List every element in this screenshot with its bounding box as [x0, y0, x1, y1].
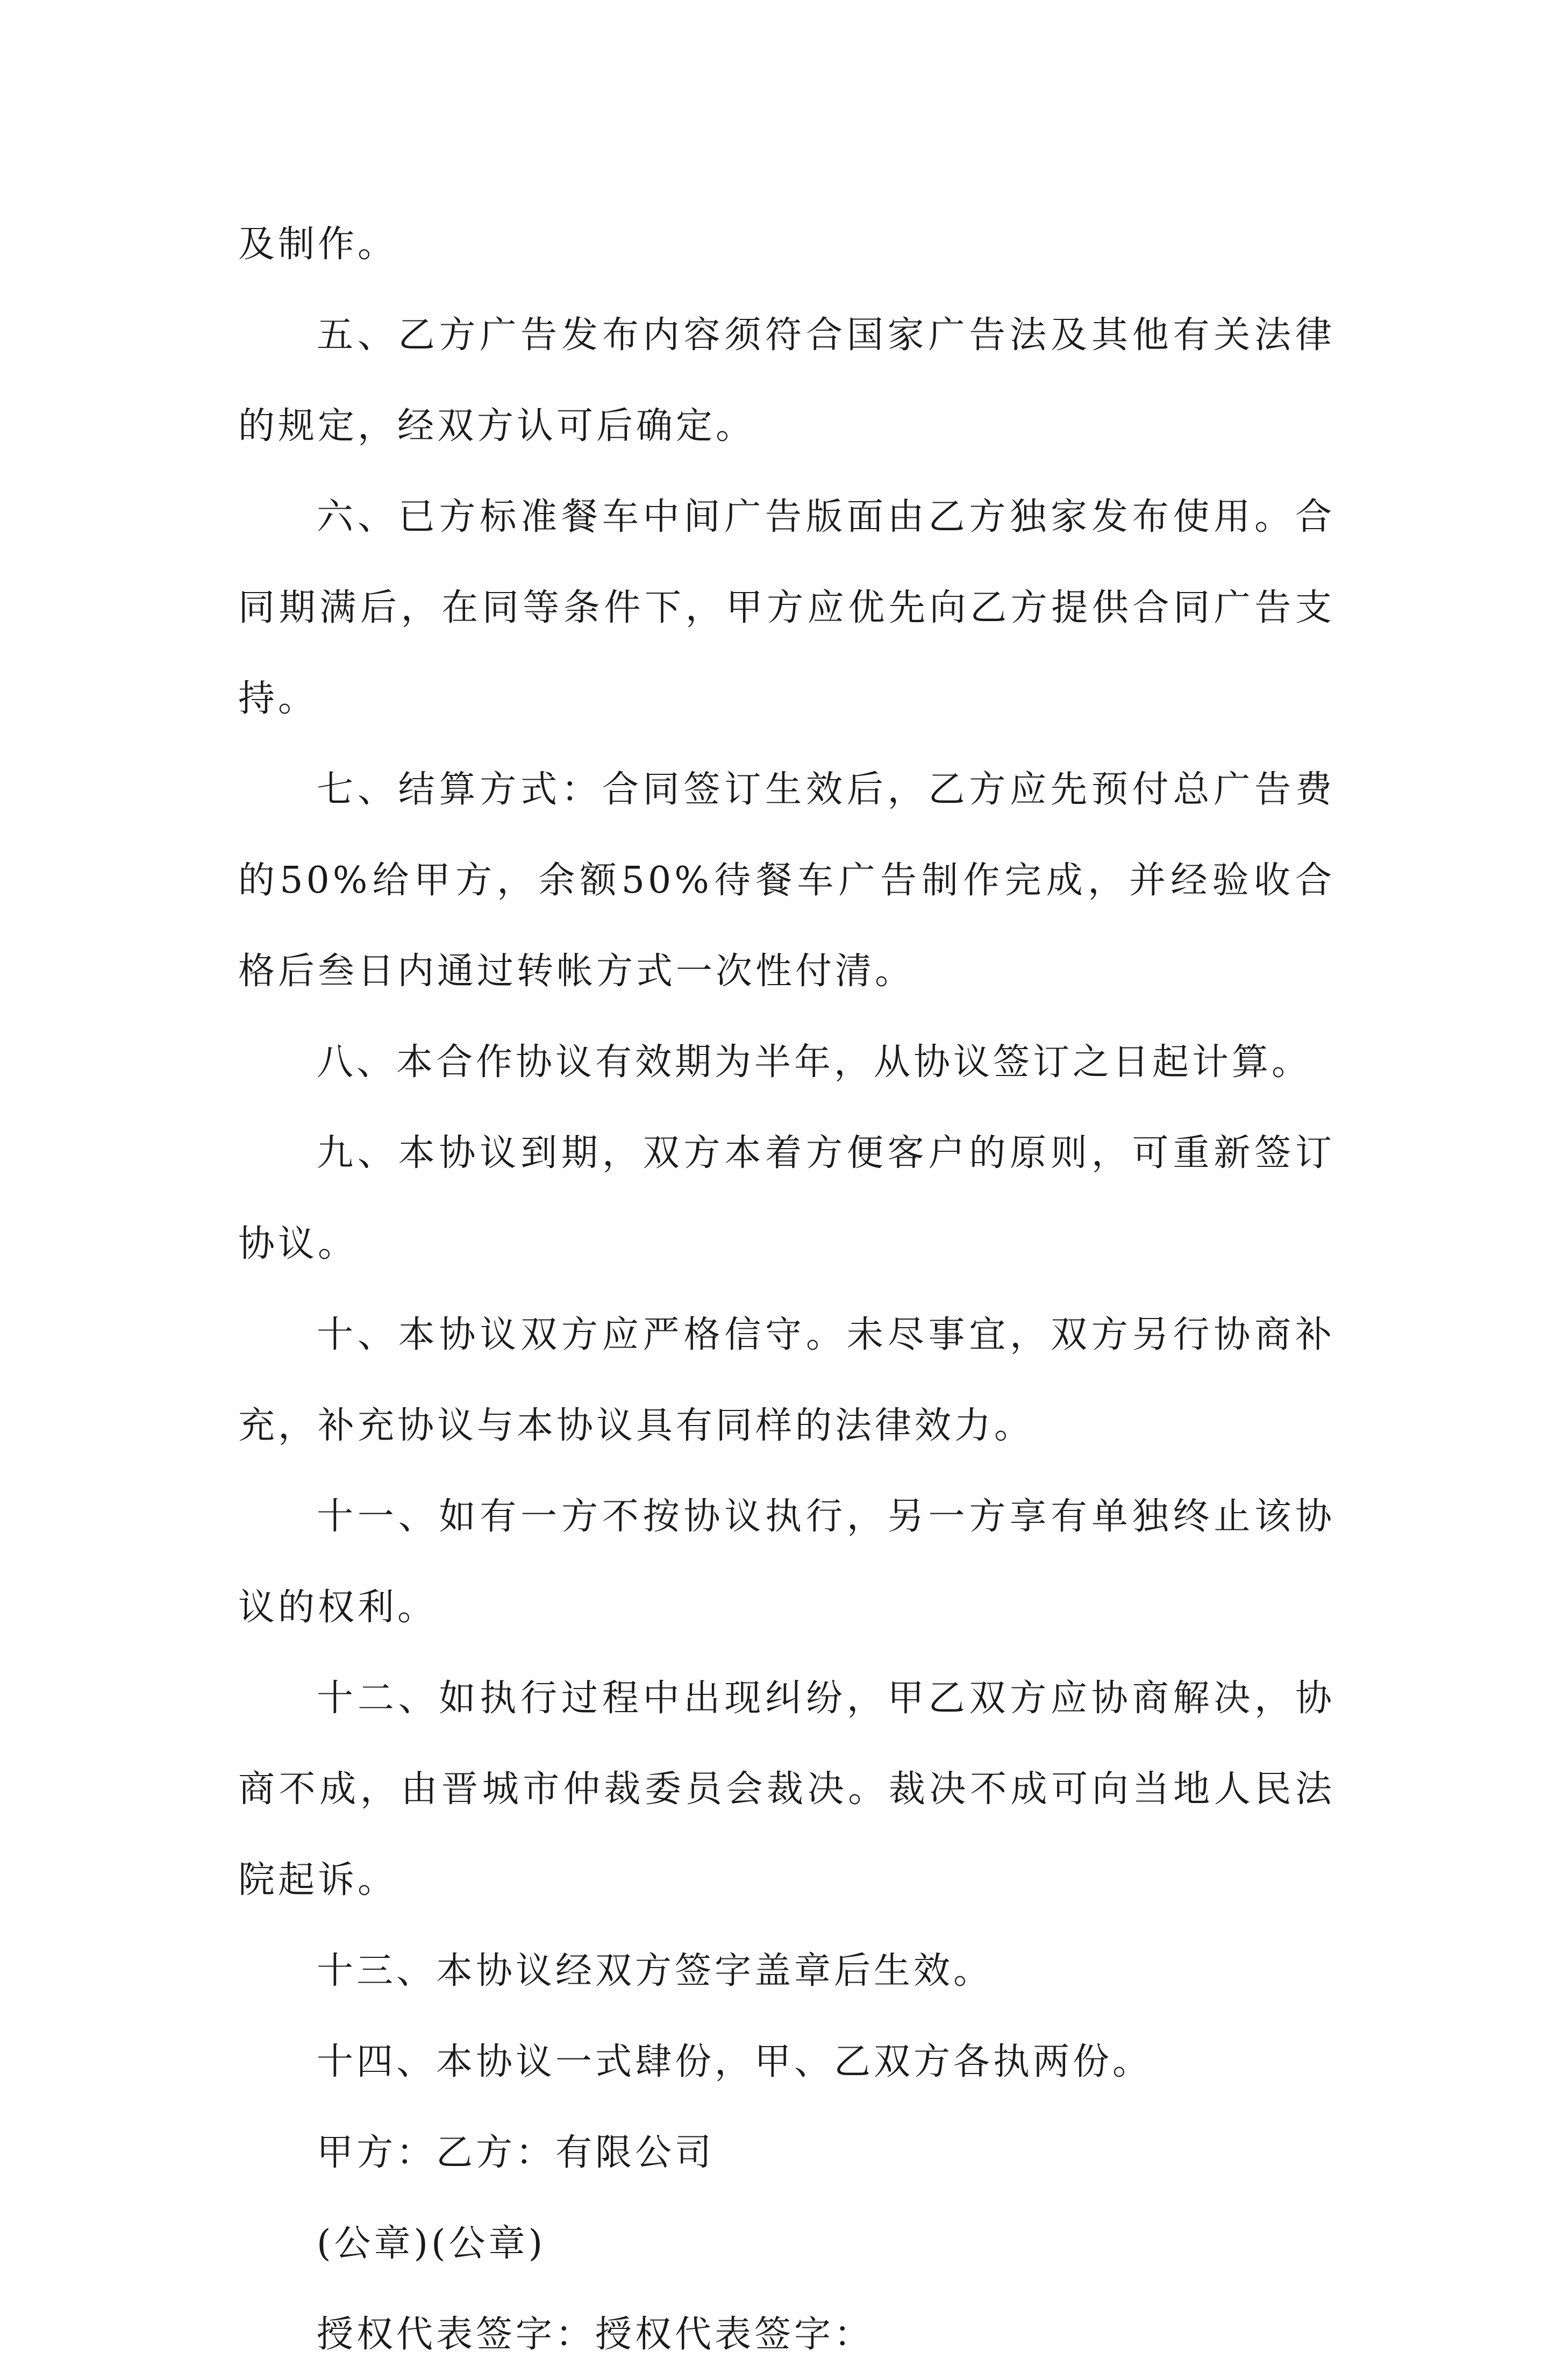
- signature-parties: 甲方：乙方：有限公司: [317, 2132, 715, 2174]
- clause-5: 五、乙方广告发布内容须符合国家广告法及其他有关法律的规定，经双方认可后确定。: [238, 314, 1335, 447]
- document-body: [238, 199, 1335, 2380]
- clause-7: 七、结算方式：合同签订生效后，乙方应先预付总广告费的50%给甲方，余额50%待餐车广告制作完成，并经验收合格后叁日内通过转帐方式一次性付清。: [238, 768, 1335, 993]
- signature-representatives: 授权代表签字：授权代表签字：: [317, 2313, 874, 2356]
- signature-seals: (公章)(公章): [317, 2222, 546, 2265]
- paragraph-continuation: 及制作。: [238, 223, 398, 266]
- clause-6: 六、已方标准餐车中间广告版面由乙方独家发布使用。合同期满后，在同等条件下，甲方应优先向乙方提供合同广告支持。: [238, 496, 1335, 720]
- clause-11: 十一、如有一方不按协议执行，另一方享有单独终止该协议的权利。: [238, 1495, 1335, 1629]
- clause-10: 十、本协议双方应严格信守。未尽事宜，双方另行协商补充，补充协议与本协议具有同样的法律效力。: [238, 1314, 1335, 1447]
- clause-9: 九、本协议到期，双方本着方便客户的原则，可重新签订协议。: [238, 1132, 1335, 1265]
- clause-14: 十四、本协议一式肆份，甲、乙双方各执两份。: [317, 2041, 1153, 2083]
- clause-13: 十三、本协议经双方签字盖章后生效。: [317, 1950, 994, 1992]
- clause-12: 十二、如执行过程中出现纠纷，甲乙双方应协商解决，协商不成，由晋城市仲裁委员会裁决。裁决不成可向当地人民法院起诉。: [238, 1677, 1335, 1901]
- clause-8: 八、本合作协议有效期为半年，从协议签订之日起计算。: [317, 1041, 1312, 1084]
